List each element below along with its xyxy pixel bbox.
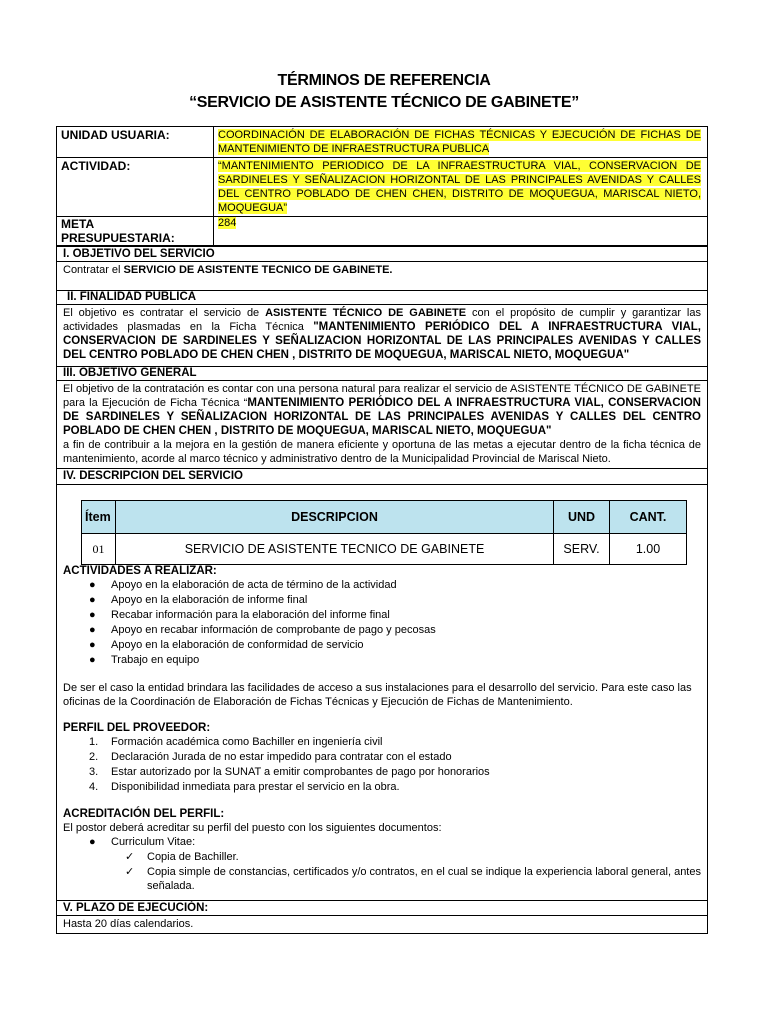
cell-item: 01	[82, 534, 116, 565]
section-objetivo-servicio	[57, 247, 707, 291]
cv-label: Curriculum Vitae:	[111, 836, 196, 848]
finalidad-bold1: ASISTENTE TÉCNICO DE GABINETE	[265, 307, 467, 319]
objetivo-general-bold: MANTENIMIENTO PERIÓDICO DEL A INFRAESTRUCTURA VIAL, CONSERVACION DE SARDINELES Y SEÑALIZACION HORIZONTAL DE LAS PRINCIPALES AVENIDAS Y CALLES DEL CENTRO POBLADO DE CHEN CHEN , DISTRITO DE MOQUEGUA, MARISCAL NIETO, MOQUEGUA"	[63, 397, 701, 437]
actividad-value: “MANTENIMIENTO PERIODICO DE LA INFRAESTRUCTURA VIAL, CONSERVACION DE SARDINELES Y SEÑALIZACION HORIZONTAL DE LAS PRINCIPALES AVENIDAS Y CALLES DEL CENTRO POBLADO DE CHEN CHEN, DISTRITO DE MOQUEGUA, MARISCAL NIETO, MOQUEGUA”	[218, 160, 701, 214]
col-cant: CANT.	[610, 501, 687, 534]
info-table	[56, 126, 708, 246]
meta-label: META PRESUPUESTARIA:	[61, 217, 175, 245]
list-item: ● Recabar información para la elaboración del informe final	[89, 609, 390, 621]
col-descripcion: DESCRIPCION	[116, 501, 554, 534]
row-unidad	[57, 127, 708, 158]
accreditation-heading: ACREDITACIÓN DEL PERFIL:	[63, 808, 225, 820]
terms-body	[56, 246, 708, 934]
list-item: ● Apoyo en la elaboración de acta de término de la actividad	[89, 579, 397, 591]
cv-item	[57, 835, 707, 850]
plazo-text: Hasta 20 días calendarios.	[63, 918, 194, 930]
meta-value: 284	[218, 217, 237, 229]
section-objetivo-general	[57, 367, 707, 469]
activities-list	[57, 578, 707, 668]
section-descripcion-servicio	[57, 469, 707, 893]
table-row	[82, 534, 687, 565]
document-subtitle: “SERVICIO DE ASISTENTE TÉCNICO DE GABINETE”	[189, 94, 579, 111]
actividad-label: ACTIVIDAD:	[61, 159, 131, 173]
heading-objetivo-servicio: I. OBJETIVO DEL SERVICIO	[57, 247, 707, 262]
list-item: ● Apoyo en recabar información de comprobante de pago y pecosas	[89, 624, 436, 636]
list-item: ● Trabajo en equipo	[89, 654, 200, 666]
objetivo-servicio-pre: Contratar el	[63, 264, 124, 276]
check-item: ✓ Copia de Bachiller.	[125, 851, 239, 863]
list-item: ● Apoyo en la elaboración de informe final	[89, 594, 308, 606]
objetivo-general-pre: El objetivo de la contratación es contar con una persona natural para realizar el servicio de ASISTENTE TÉCNICO DE GABINETE para la Ejecución de Ficha Técnica “	[63, 383, 701, 409]
finalidad-publica-text	[57, 305, 707, 366]
service-table-header	[82, 501, 687, 534]
section-plazo	[57, 900, 707, 933]
activities-heading: ACTIVIDADES A REALIZAR:	[63, 565, 217, 577]
finalidad-bold2: "MANTENIMIENTO PERIÓDICO DEL A INFRAESTRUCTURA VIAL, CONSERVACION DE SARDINELES Y SEÑALIZACION HORIZONTAL DE LAS PRINCIPALES AVENIDAS Y CALLES DEL CENTRO POBLADO DE CHEN CHEN , DISTRITO DE MOQUEGUA, MARISCAL NIETO, MOQUEGUA"	[63, 321, 702, 361]
finalidad-pre: El objetivo es contratar el servicio de	[63, 307, 266, 319]
list-item: 4. Disponibilidad inmediata para prestar el servicio en la obra.	[89, 781, 400, 793]
col-item: Ítem	[82, 501, 116, 534]
checkmark-icon: ✓	[125, 851, 135, 863]
profile-list	[57, 735, 707, 795]
document-title: TÉRMINOS DE REFERENCIA	[277, 72, 491, 89]
facilities-text: De ser el caso la entidad brindara las facilidades de acceso a sus instalaciones para el desarrollo del servicio. Para este caso las oficinas de la Coordinación de Elaboración de Fichas Técnicas y Ejecución de Fichas de Mantenimiento.	[63, 682, 692, 708]
objetivo-servicio-bold: SERVICIO DE ASISTENTE TECNICO DE GABINETE.	[123, 264, 393, 276]
heading-finalidad-publica: II. FINALIDAD PUBLICA	[57, 291, 707, 305]
list-item: 2. Declaración Jurada de no estar impedido para contratar con el estado	[89, 751, 452, 763]
row-actividad	[57, 158, 708, 217]
list-item: 1. Formación académica como Bachiller en ingeniería civil	[89, 736, 383, 748]
row-meta	[57, 217, 708, 246]
objetivo-general-text	[57, 381, 707, 468]
unidad-label: UNIDAD USUARIA:	[61, 128, 170, 142]
heading-objetivo-general: III. OBJETIVO GENERAL	[57, 367, 707, 381]
heading-plazo: V. PLAZO DE EJECUCIÓN:	[57, 901, 707, 916]
heading-descripcion-servicio: IV. DESCRIPCION DEL SERVICIO	[57, 469, 707, 485]
list-item: ● Apoyo en la elaboración de conformidad de servicio	[89, 639, 364, 651]
cell-und: SERV.	[554, 534, 610, 565]
cell-descripcion: SERVICIO DE ASISTENTE TECNICO DE GABINETE	[116, 534, 554, 565]
objetivo-servicio-text	[57, 262, 707, 290]
accreditation-intro: El postor deberá acreditar su perfil del puesto con los siguientes documentos:	[63, 822, 442, 834]
objetivo-general-post: a fin de contribuir a la mejora en la gestión de manera eficiente y oportuna de las metas a ejecutar dentro de la ficha técnica de mantenimiento, acorde al marco técnico y administrativo dentro de la Municipalidad Provincial de Mariscal Nieto.	[63, 439, 701, 465]
list-item: 3. Estar autorizado por la SUNAT a emitir comprobantes de pago por honorarios	[89, 766, 490, 778]
unidad-value: COORDINACIÓN DE ELABORACIÓN DE FICHAS TÉCNICAS Y EJECUCIÓN DE FICHAS DE MANTENIMIENTO DE INFRAESTRUCTURA PUBLICA	[218, 129, 701, 155]
section-finalidad-publica	[57, 291, 707, 367]
checkmark-icon: ✓	[125, 866, 135, 878]
bullet-icon: ●	[89, 836, 96, 848]
profile-heading: PERFIL DEL PROVEEDOR:	[63, 722, 211, 734]
check-item: ✓ Copia simple de constancias, certificados y/o contratos, en el cual se indique la experiencia laboral general, antes señalada.	[125, 866, 701, 892]
service-table	[81, 500, 687, 565]
finalidad-mid: con el propósito de cumplir y garantizar las actividades plasmadas en la Ficha Técnica	[63, 307, 701, 333]
col-und: UND	[554, 501, 610, 534]
cell-cant: 1.00	[610, 534, 687, 565]
